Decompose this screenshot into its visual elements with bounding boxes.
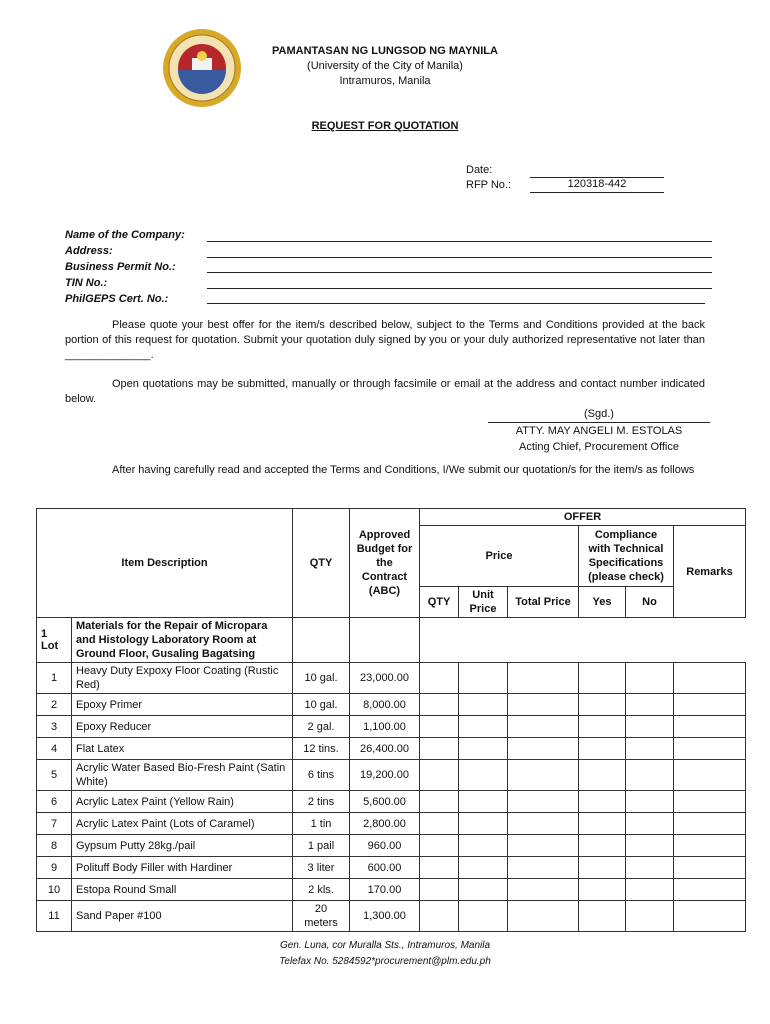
offer-qty-cell[interactable] (420, 738, 459, 760)
item-abc: 19,200.00 (350, 760, 420, 791)
university-name: PAMANTASAN NG LUNGSOD NG MAYNILA (272, 45, 498, 57)
unit-price-cell[interactable] (459, 738, 508, 760)
item-description: Estopa Round Small (72, 879, 293, 901)
item-number: 9 (37, 857, 72, 879)
yes-header: Yes (579, 587, 626, 618)
unit-price-cell[interactable] (459, 857, 508, 879)
qty-header: QTY (293, 509, 350, 618)
item-abc: 5,600.00 (350, 791, 420, 813)
unit-price-cell[interactable] (459, 716, 508, 738)
no-check-cell[interactable] (626, 857, 674, 879)
yes-check-cell[interactable] (579, 813, 626, 835)
item-qty: 2 kls. (293, 879, 350, 901)
yes-check-cell[interactable] (579, 694, 626, 716)
yes-check-cell[interactable] (579, 879, 626, 901)
signatory-name: ATTY. MAY ANGELI M. ESTOLAS (515, 425, 683, 437)
item-number: 11 (37, 901, 72, 932)
item-qty: 1 tin (293, 813, 350, 835)
table-row (37, 738, 746, 760)
offer-qty-cell[interactable] (420, 813, 459, 835)
item-number: 4 (37, 738, 72, 760)
item-abc: 23,000.00 (350, 663, 420, 694)
company-fields (65, 227, 185, 307)
signature-line: (Sgd.) (488, 406, 710, 423)
offer-qty-cell[interactable] (420, 694, 459, 716)
university-english-name: (University of the City of Manila) (307, 60, 463, 72)
item-abc: 600.00 (350, 857, 420, 879)
item-qty: 20 meters (293, 901, 350, 932)
no-check-cell[interactable] (626, 663, 674, 694)
signatory-block (488, 406, 710, 455)
remarks-cell[interactable] (674, 835, 746, 857)
acceptance-paragraph: After having carefully read and accepted the Terms and Conditions, I/We submit our quotation/s for the item/s as follows (112, 464, 695, 476)
table-row (37, 813, 746, 835)
table-row (37, 879, 746, 901)
remarks-cell[interactable] (674, 901, 746, 932)
yes-check-cell[interactable] (579, 857, 626, 879)
total-price-cell[interactable] (508, 857, 579, 879)
offer-qty-cell[interactable] (420, 879, 459, 901)
unit-price-cell[interactable] (459, 791, 508, 813)
tin-label: TIN No.: (65, 277, 108, 289)
lot-row (37, 618, 746, 663)
footer (250, 938, 520, 970)
price-header: Price (420, 526, 579, 587)
unit-price-cell[interactable] (459, 901, 508, 932)
remarks-cell[interactable] (674, 760, 746, 791)
no-check-cell[interactable] (626, 901, 674, 932)
no-check-cell[interactable] (626, 791, 674, 813)
offer-qty-cell[interactable] (420, 857, 459, 879)
address-input-line[interactable] (207, 244, 712, 258)
compliance-header: Compliance with Technical Specifications (please check) (579, 526, 674, 587)
unit-price-header: Unit Price (459, 587, 508, 618)
item-number: 2 (37, 694, 72, 716)
remarks-cell[interactable] (674, 813, 746, 835)
business-permit-label: Business Permit No.: (65, 261, 176, 273)
company-name-input-line[interactable] (207, 228, 712, 242)
remarks-cell[interactable] (674, 791, 746, 813)
total-price-cell[interactable] (508, 835, 579, 857)
no-check-cell[interactable] (626, 716, 674, 738)
item-abc: 170.00 (350, 879, 420, 901)
unit-price-cell[interactable] (459, 663, 508, 694)
no-check-cell[interactable] (626, 738, 674, 760)
item-abc: 26,400.00 (350, 738, 420, 760)
total-price-cell[interactable] (508, 663, 579, 694)
date-field[interactable] (530, 163, 664, 178)
item-description: Sand Paper #100 (72, 901, 293, 932)
yes-check-cell[interactable] (579, 663, 626, 694)
item-qty: 10 gal. (293, 663, 350, 694)
remarks-cell[interactable] (674, 694, 746, 716)
item-qty: 12 tins. (293, 738, 350, 760)
remarks-cell[interactable] (674, 716, 746, 738)
rfp-label: RFP No.: (466, 179, 512, 191)
unit-price-cell[interactable] (459, 879, 508, 901)
no-check-cell[interactable] (626, 813, 674, 835)
unit-price-cell[interactable] (459, 760, 508, 791)
lot-description: Materials for the Repair of Micropara and Histology Laboratory Room at Ground Floor, Gusaling Bagatsing (72, 618, 293, 663)
table-row (37, 791, 746, 813)
offer-qty-cell[interactable] (420, 901, 459, 932)
item-description: Heavy Duty Expoxy Floor Coating (Rustic Red) (72, 663, 293, 694)
instructions-paragraph: Please quote your best offer for the item/s described below, subject to the Terms and Conditions provided at the back portion of this request for quotation. Submit your quotation duly signed by you or your duly authorized representative not later than ______________. (65, 319, 705, 361)
item-abc: 2,800.00 (350, 813, 420, 835)
yes-check-cell[interactable] (579, 716, 626, 738)
rfp-number: 120318-442 (567, 178, 627, 190)
item-number: 10 (37, 879, 72, 901)
quotation-table (36, 508, 746, 932)
item-abc: 1,100.00 (350, 716, 420, 738)
offer-qty-cell[interactable] (420, 663, 459, 694)
tin-input-line[interactable] (207, 275, 712, 289)
remarks-cell[interactable] (674, 879, 746, 901)
offer-qty-cell[interactable] (420, 835, 459, 857)
remarks-cell[interactable] (674, 663, 746, 694)
item-description: Acrylic Water Based Bio-Fresh Paint (Satin White) (72, 760, 293, 791)
item-description: Gypsum Putty 28kg./pail (72, 835, 293, 857)
yes-check-cell[interactable] (579, 835, 626, 857)
submission-paragraph: Open quotations may be submitted, manually or through facsimile or email at the address and contact number indicated below. (65, 378, 705, 405)
university-seal-logo (162, 28, 242, 108)
table-row (37, 857, 746, 879)
total-price-cell[interactable] (508, 716, 579, 738)
item-abc: 960.00 (350, 835, 420, 857)
yes-check-cell[interactable] (579, 738, 626, 760)
total-price-cell[interactable] (508, 901, 579, 932)
philgeps-label: PhilGEPS Cert. No.: (65, 293, 169, 305)
signatory-title: Acting Chief, Procurement Office (519, 441, 679, 453)
no-check-cell[interactable] (626, 694, 674, 716)
lot-number: 1 Lot (37, 618, 72, 663)
table-row (37, 694, 746, 716)
remarks-header: Remarks (674, 526, 746, 618)
offer-qty-cell[interactable] (420, 716, 459, 738)
unit-price-cell[interactable] (459, 694, 508, 716)
no-check-cell[interactable] (626, 835, 674, 857)
rfp-field (530, 178, 664, 193)
no-header: No (626, 587, 674, 618)
offer-header: OFFER (420, 509, 746, 526)
total-price-cell[interactable] (508, 738, 579, 760)
yes-check-cell[interactable] (579, 901, 626, 932)
item-number: 3 (37, 716, 72, 738)
item-description: Epoxy Reducer (72, 716, 293, 738)
total-price-cell[interactable] (508, 694, 579, 716)
item-qty: 2 gal. (293, 716, 350, 738)
yes-check-cell[interactable] (579, 791, 626, 813)
abc-header: Approved Budget for the Contract (ABC) (350, 509, 420, 618)
table-row (37, 901, 746, 932)
unit-price-cell[interactable] (459, 813, 508, 835)
document-title: REQUEST FOR QUOTATION (311, 120, 459, 132)
item-description: Epoxy Primer (72, 694, 293, 716)
total-price-cell[interactable] (508, 879, 579, 901)
total-price-header: Total Price (508, 587, 579, 618)
table-row (37, 663, 746, 694)
item-qty: 1 pail (293, 835, 350, 857)
table-row (37, 716, 746, 738)
philgeps-input-line[interactable] (207, 290, 705, 304)
footer-contact: Telefax No. 5284592*procurement@plm.edu.ph (279, 956, 491, 967)
item-description: Acrylic Latex Paint (Lots of Caramel) (72, 813, 293, 835)
item-qty: 6 tins (293, 760, 350, 791)
remarks-cell[interactable] (674, 857, 746, 879)
item-abc: 8,000.00 (350, 694, 420, 716)
item-qty: 3 liter (293, 857, 350, 879)
item-number: 7 (37, 813, 72, 835)
footer-address: Gen. Luna, cor Muralla Sts., Intramuros, Manila (279, 940, 491, 951)
remarks-cell[interactable] (674, 738, 746, 760)
table-row (37, 760, 746, 791)
letterhead (235, 44, 535, 89)
offer-qty-cell[interactable] (420, 791, 459, 813)
address-label: Address: (65, 245, 113, 257)
item-qty: 10 gal. (293, 694, 350, 716)
item-number: 1 (37, 663, 72, 694)
total-price-cell[interactable] (508, 791, 579, 813)
date-label: Date: (466, 164, 493, 176)
no-check-cell[interactable] (626, 760, 674, 791)
item-abc: 1,300.00 (350, 901, 420, 932)
offer-qty-header: QTY (420, 587, 459, 618)
no-check-cell[interactable] (626, 879, 674, 901)
business-permit-input-line[interactable] (207, 259, 712, 273)
item-description: Flat Latex (72, 738, 293, 760)
unit-price-cell[interactable] (459, 835, 508, 857)
item-qty: 2 tins (293, 791, 350, 813)
item-number: 8 (37, 835, 72, 857)
item-description: Acrylic Latex Paint (Yellow Rain) (72, 791, 293, 813)
item-description-header: Item Description (37, 509, 293, 618)
item-number: 6 (37, 791, 72, 813)
item-number: 5 (37, 760, 72, 791)
item-description: Polituff Body Filler with Hardiner (72, 857, 293, 879)
company-name-label: Name of the Company: (65, 229, 185, 241)
total-price-cell[interactable] (508, 760, 579, 791)
table-row (37, 835, 746, 857)
university-location: Intramuros, Manila (339, 75, 431, 87)
offer-qty-cell[interactable] (420, 760, 459, 791)
yes-check-cell[interactable] (579, 760, 626, 791)
total-price-cell[interactable] (508, 813, 579, 835)
